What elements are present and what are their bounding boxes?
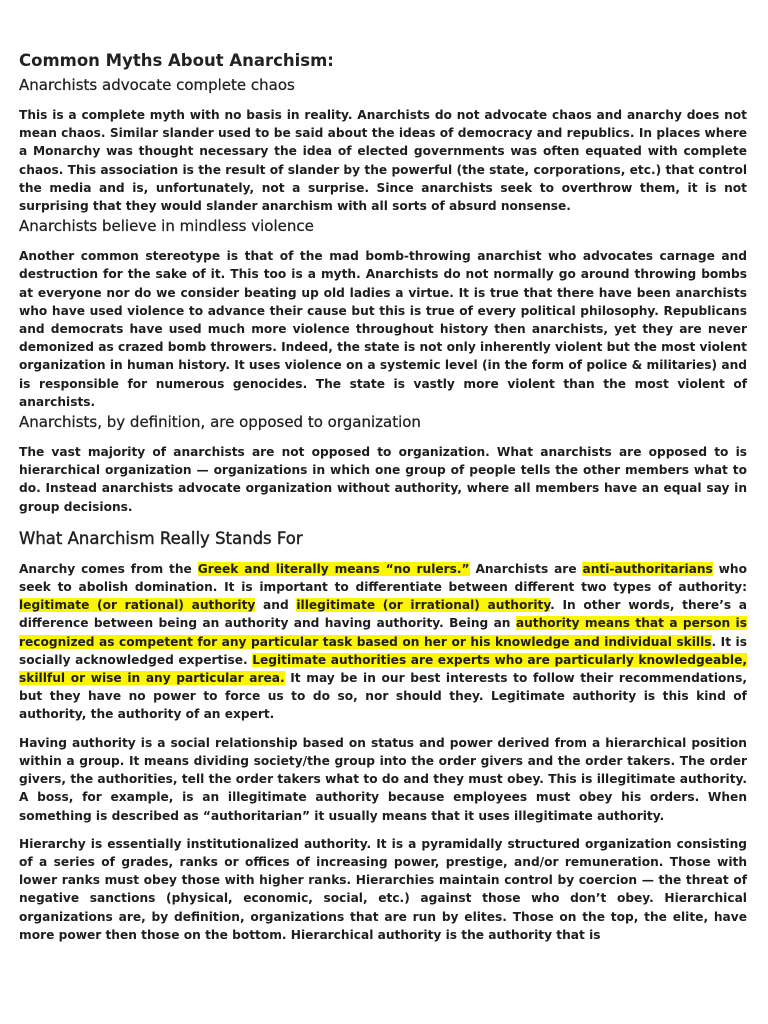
section-paragraph-hierarchy: Hierarchy is essentially institutionalized authority. It is a pyramidally structured organization consisting of a series of grades, ranks or offices of increasing power, prestige, and/or remuneration. Those with lower ranks must obey those with higher ranks. Hierarchies maintain control by coercion — the threat of negative sanctions (physical, economic, social, etc.) against those who don’t obey. Hierarchical organizations are, by definition, organizations that are run by elites. Those on the top, the elite, have more power then those on the bottom. Hierarchical authority is the authority that is — [19, 836, 747, 942]
highlight-authority-definition: authority means that a person is recognized as competent for any particular task based on her or his knowledge and individual skills — [19, 616, 747, 649]
myth-heading-chaos: Anarchists advocate complete chaos — [19, 76, 295, 94]
highlight-legitimate-experts: Legitimate authorities are experts who are particularly knowledgeable, skillful or wise in any particular area. — [19, 652, 747, 686]
text-run: who seek to abolish domination. It is important to differentiate between different two types of authority: — [19, 561, 747, 595]
text-run: . It is socially acknowledged expertise. — [19, 634, 747, 667]
myth-body-chaos: This is a complete myth with no basis in reality. Anarchists do not advocate chaos and anarchy does not mean chaos. Similar slander used to be said about the ideas of democracy and republics. In places where a Monarchy was thought necessary the idea of elected governments was often equated with complete chaos. This association is the result of slander by the powerful (the state, corporations, etc.) that control the media and is, unfortunately, not a surprise. Since anarchists seek to overthrow them, it is not surprising that they would slander anarchism with all sorts of absurd nonsense. — [19, 108, 747, 214]
section-paragraph-anarchy — [19, 560, 747, 724]
document-title: Common Myths About Anarchism: — [19, 51, 334, 70]
myth-body-organization: The vast majority of anarchists are not opposed to organization. What anarchists are opposed to is hierarchical organization — organizations in which one group of people tells the other members what to do. Instead anarchists advocate organization without authority, where all members have an equal say in group decisions. — [19, 445, 747, 514]
highlight-anti-authoritarians: anti-authoritarians — [582, 561, 713, 576]
text-run: It may be in our best interests to follow their recommendations, but they have no power to force us to do so, nor should they. Legitimate authority is this kind of authority, the authority of an expert. — [19, 671, 747, 722]
myth-heading-violence: Anarchists believe in mindless violence — [19, 217, 314, 236]
section-paragraph-having-authority: Having authority is a social relationship based on status and power derived from a hierarchical position within a group. It means dividing society/the group into the order givers and the order takers. The order givers, the authorities, tell the order takers what to do and they must obey. This is illegitimate authority. A boss, for example, is an illegitimate authority because employees must obey his orders. When something is described as “authoritarian” it usually means that it uses illegitimate authority. — [19, 735, 747, 823]
text-run: . In other words, there’s a difference between being an authority and having authority. Being an — [19, 598, 747, 631]
text-run: Anarchists are — [469, 561, 583, 576]
myth-body-violence: Another common stereotype is that of the mad bomb-throwing anarchist who advocates carnage and destruction for the sake of it. This too is a myth. Anarchists do not normally go around throwing bombs at everyone nor do we consider beating up old ladies a virtue. It is true that there have been anarchists who have used violence to advance their cause but this is true of every political philosophy. Republicans and democrats have used much more violence throughout history then anarchists, yet they are never demonized as crazed bomb throwers. Indeed, the state is not only inherently violent but the most violent organization in human history. It uses violence on a systemic level (in the form of police & militaries) and is responsible for numerous genocides. The state is vastly more violent than the most violent of anarchists. — [19, 249, 747, 409]
section-heading: What Anarchism Really Stands For — [19, 528, 303, 548]
document-page — [19, 50, 747, 944]
highlight-illegitimate-authority: illegitimate (or irrational) authority — [296, 598, 551, 613]
myth-heading-organization: Anarchists, by definition, are opposed to organization — [19, 413, 421, 432]
highlight-no-rulers: Greek and literally means “no rulers.” — [197, 561, 470, 576]
highlight-legitimate-authority: legitimate (or rational) authority — [19, 598, 256, 613]
text-run: and — [255, 598, 297, 613]
text-run: Anarchy comes from the — [19, 561, 198, 576]
